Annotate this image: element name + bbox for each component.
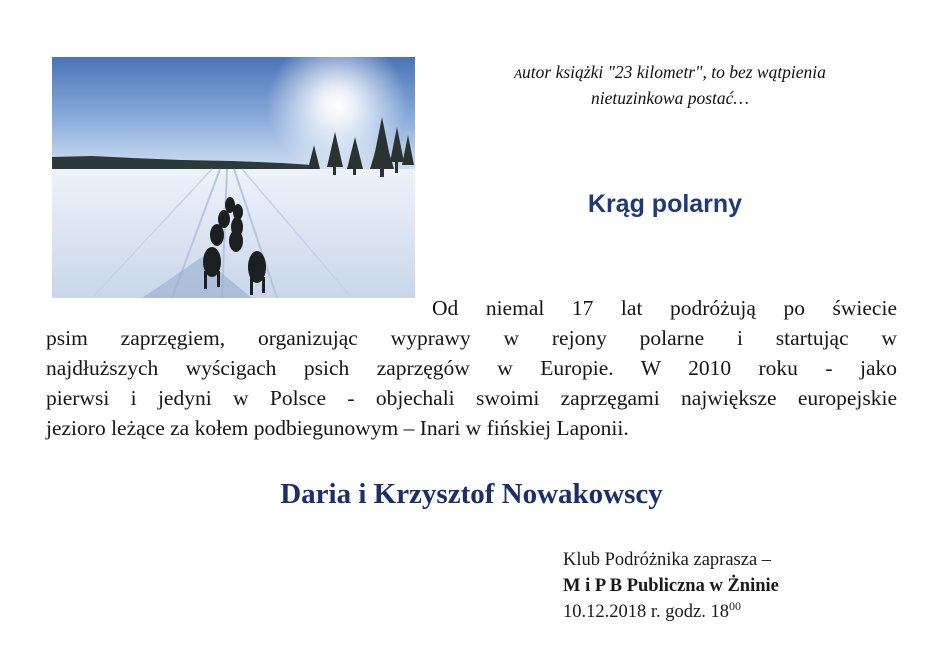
body-paragraph bbox=[46, 293, 897, 443]
intro-line-1-rest: utor książki "23 kilometr", to bez wątpienia bbox=[522, 62, 826, 82]
page-title: Krąg polarny bbox=[587, 190, 743, 218]
intro-line-1 bbox=[455, 60, 885, 86]
event-info bbox=[563, 547, 893, 625]
body-line: jezioro leżące za kołem podbiegunowym – Inari w fińskiej Laponii. bbox=[46, 416, 629, 440]
date-time-line bbox=[563, 599, 893, 625]
dog-sled-photo bbox=[52, 57, 415, 298]
body-line: najdłuższych wyścigach psich zaprzęgów w Europie. W 2010 roku - jako bbox=[46, 356, 897, 380]
body-line: psim zaprzęgiem, organizując wyprawy w rejony polarne i startując w bbox=[46, 326, 897, 350]
body-line: Od niemal 17 lat podróżują po świecie bbox=[432, 296, 897, 320]
body-line: pierwsi i jedyni w Polsce - objechali swoimi zaprzęgami największe europejskie bbox=[46, 386, 897, 410]
time-minutes: 00 bbox=[728, 599, 741, 613]
intro-line-2: nietuzinkowa postać… bbox=[591, 88, 749, 108]
intro-first-letter: A bbox=[514, 66, 523, 81]
dog-sled-snow-photo-icon bbox=[52, 57, 415, 298]
authors-heading: Daria i Krzysztof Nowakowscy bbox=[280, 478, 663, 510]
organizer-name: M i P B Publiczna w Żninie bbox=[563, 576, 779, 596]
intro-text bbox=[455, 60, 885, 111]
date-time-text: 10.12.2018 r. godz. 18 bbox=[563, 602, 729, 622]
invite-line: Klub Podróżnika zaprasza – bbox=[563, 550, 772, 570]
